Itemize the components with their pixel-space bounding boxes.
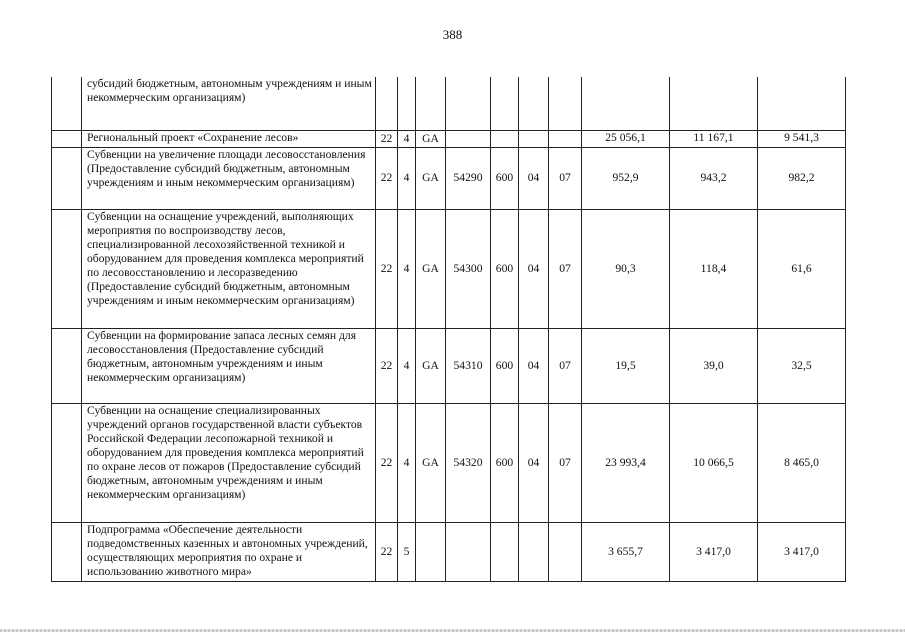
code-cell-5: 600 bbox=[491, 328, 519, 403]
code-cell-4: 54300 bbox=[446, 209, 491, 328]
code-cell-3: GA bbox=[416, 130, 446, 147]
table-row bbox=[52, 403, 846, 522]
code-cell-5: 600 bbox=[491, 403, 519, 522]
code-cell-3 bbox=[416, 77, 446, 130]
code-cell-5 bbox=[491, 130, 519, 147]
code-cell-6 bbox=[519, 522, 549, 581]
row-marker-cell bbox=[52, 130, 82, 147]
amount-cell-2: 3 417,0 bbox=[670, 522, 758, 581]
row-marker-cell bbox=[52, 209, 82, 328]
code-cell-4 bbox=[446, 77, 491, 130]
description-cell: Субвенции на формирование запаса лесных семян для лесовосстановления (Предоставление субсидий бюджетным, автономным учреждениям и иным некоммерческим организациям) bbox=[82, 328, 376, 403]
amount-cell-3: 9 541,3 bbox=[758, 130, 846, 147]
amount-cell-2: 39,0 bbox=[670, 328, 758, 403]
code-cell-7 bbox=[549, 522, 582, 581]
code-cell-7 bbox=[549, 77, 582, 130]
description-cell: Субвенции на увеличение площади лесовосстановления (Предоставление субсидий бюджетным, автономным учреждениям и иным некоммерческим организациям) bbox=[82, 147, 376, 209]
table-row bbox=[52, 328, 846, 403]
code-cell-4 bbox=[446, 522, 491, 581]
code-cell-2: 4 bbox=[398, 209, 416, 328]
code-cell-1: 22 bbox=[376, 328, 398, 403]
table-row bbox=[52, 130, 846, 147]
amount-cell-2: 943,2 bbox=[670, 147, 758, 209]
code-cell-5 bbox=[491, 522, 519, 581]
code-cell-5: 600 bbox=[491, 209, 519, 328]
code-cell-4: 54310 bbox=[446, 328, 491, 403]
amount-cell-3 bbox=[758, 77, 846, 130]
amount-cell-2: 11 167,1 bbox=[670, 130, 758, 147]
amount-cell-3: 982,2 bbox=[758, 147, 846, 209]
budget-table bbox=[51, 77, 846, 582]
scan-edge-line bbox=[0, 629, 905, 632]
amount-cell-1: 952,9 bbox=[582, 147, 670, 209]
code-cell-3: GA bbox=[416, 209, 446, 328]
code-cell-7: 07 bbox=[549, 328, 582, 403]
code-cell-6: 04 bbox=[519, 147, 549, 209]
amount-cell-1: 19,5 bbox=[582, 328, 670, 403]
table-row bbox=[52, 77, 846, 130]
table-row bbox=[52, 209, 846, 328]
code-cell-6 bbox=[519, 77, 549, 130]
code-cell-5 bbox=[491, 77, 519, 130]
amount-cell-1: 3 655,7 bbox=[582, 522, 670, 581]
code-cell-2: 4 bbox=[398, 147, 416, 209]
amount-cell-3: 3 417,0 bbox=[758, 522, 846, 581]
code-cell-1: 22 bbox=[376, 147, 398, 209]
code-cell-3 bbox=[416, 522, 446, 581]
table-row bbox=[52, 147, 846, 209]
code-cell-4: 54320 bbox=[446, 403, 491, 522]
amount-cell-1: 25 056,1 bbox=[582, 130, 670, 147]
code-cell-1 bbox=[376, 77, 398, 130]
row-marker-cell bbox=[52, 77, 82, 130]
code-cell-5: 600 bbox=[491, 147, 519, 209]
code-cell-6: 04 bbox=[519, 328, 549, 403]
code-cell-2: 4 bbox=[398, 130, 416, 147]
amount-cell-2: 10 066,5 bbox=[670, 403, 758, 522]
page-number: 388 bbox=[442, 27, 463, 42]
code-cell-4: 54290 bbox=[446, 147, 491, 209]
description-cell: Подпрограмма «Обеспечение деятельности подведомственных казенных и автономных учреждений, осуществляющих мероприятия по охране и использованию животного мира» bbox=[82, 522, 376, 581]
code-cell-1: 22 bbox=[376, 403, 398, 522]
description-cell: Субвенции на оснащение учреждений, выполняющих мероприятия по воспроизводству лесов, специализированной лесохозяйственной техникой и оборудованием для проведения комплекса мероприятий по лесовосстановлению и лесоразведению (Предоставление субсидий бюджетным, автономным учреждениям и иным некоммерческим организациям) bbox=[82, 209, 376, 328]
code-cell-6: 04 bbox=[519, 209, 549, 328]
code-cell-7: 07 bbox=[549, 147, 582, 209]
code-cell-4 bbox=[446, 130, 491, 147]
code-cell-2: 4 bbox=[398, 328, 416, 403]
code-cell-3: GA bbox=[416, 328, 446, 403]
description-cell: Субвенции на оснащение специализированных учреждений органов государственной власти субъектов Российской Федерации лесопожарной техникой и оборудованием для проведения комплекса мероприятий по охране лесов от пожаров (Предоставление субсидий бюджетным, автономным учреждениям и иным некоммерческим организациям) bbox=[82, 403, 376, 522]
description-cell: субсидий бюджетным, автономным учреждениям и иным некоммерческим организациям) bbox=[82, 77, 376, 130]
amount-cell-3: 32,5 bbox=[758, 328, 846, 403]
code-cell-1: 22 bbox=[376, 130, 398, 147]
amount-cell-3: 61,6 bbox=[758, 209, 846, 328]
description-cell: Региональный проект «Сохранение лесов» bbox=[82, 130, 376, 147]
amount-cell-2: 118,4 bbox=[670, 209, 758, 328]
code-cell-1: 22 bbox=[376, 522, 398, 581]
row-marker-cell bbox=[52, 522, 82, 581]
amount-cell-2 bbox=[670, 77, 758, 130]
code-cell-3: GA bbox=[416, 147, 446, 209]
amount-cell-3: 8 465,0 bbox=[758, 403, 846, 522]
code-cell-7: 07 bbox=[549, 209, 582, 328]
code-cell-7 bbox=[549, 130, 582, 147]
code-cell-3: GA bbox=[416, 403, 446, 522]
amount-cell-1: 90,3 bbox=[582, 209, 670, 328]
row-marker-cell bbox=[52, 403, 82, 522]
code-cell-7: 07 bbox=[549, 403, 582, 522]
row-marker-cell bbox=[52, 147, 82, 209]
code-cell-1: 22 bbox=[376, 209, 398, 328]
code-cell-6: 04 bbox=[519, 403, 549, 522]
row-marker-cell bbox=[52, 328, 82, 403]
code-cell-2: 5 bbox=[398, 522, 416, 581]
code-cell-2 bbox=[398, 77, 416, 130]
amount-cell-1: 23 993,4 bbox=[582, 403, 670, 522]
table-row bbox=[52, 522, 846, 581]
amount-cell-1 bbox=[582, 77, 670, 130]
code-cell-2: 4 bbox=[398, 403, 416, 522]
code-cell-6 bbox=[519, 130, 549, 147]
